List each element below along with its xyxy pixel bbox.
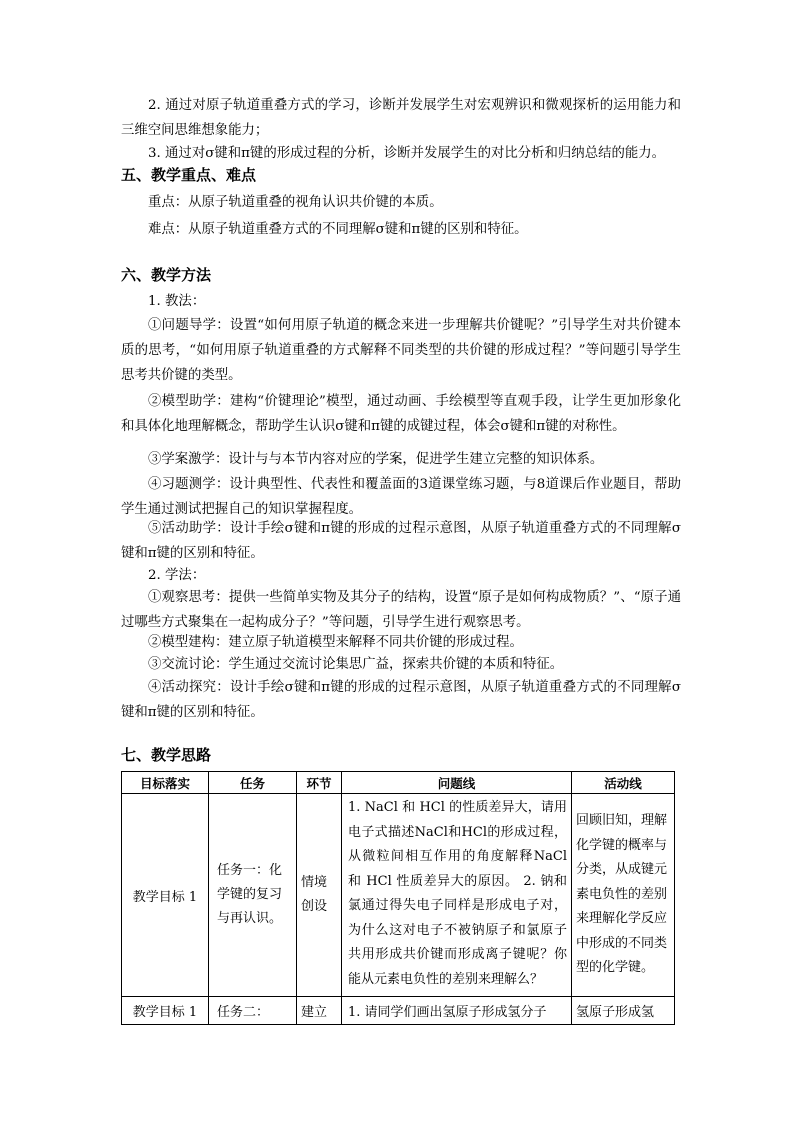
- cell-questions: 1. 请同学们画出氢原子形成氢分子: [342, 997, 572, 1025]
- cell-questions: 1. NaCl 和 HCl 的性质差异大，请用电子式描述NaCl和HCl的形成过程，从微粒间相互作用的角度解释NaCl 和 HCl 性质差异大的原因。 2. 钠和氯通过得失电子同样是形成电子对，为什么这对电子不被钠原子和氯原子共用形成共价键而形成离子键呢？你能从元素电负性的差别来理解么？: [342, 794, 572, 997]
- teaching-method-label: 1. 教法：: [148, 294, 206, 309]
- table-header-row: [122, 772, 675, 794]
- header-task: 任务: [209, 772, 297, 794]
- learning-method-label: 2. 学法：: [148, 568, 206, 583]
- teaching-item-5: ⑤活动助学：设计手绘σ键和π键的形成的过程示意图，从原子轨道重叠方式的不同理解σ键和π键的区别和特征。: [121, 521, 681, 561]
- cell-goal: 教学目标 1: [122, 794, 209, 997]
- cell-goal: 教学目标 1: [122, 997, 209, 1025]
- cell-task: 任务一：化学键的复习与再认识。: [209, 794, 297, 997]
- key-point-text: 重点：从原子轨道重叠的视角认识共价键的本质。: [148, 195, 443, 210]
- header-goal: 目标落实: [122, 772, 209, 794]
- learning-item-3: ③交流讨论：学生通过交流讨论集思广益，探索共价键的本质和特征。: [148, 657, 564, 672]
- paragraph-goal-3: 3. 通过对σ键和π键的形成过程的分析，诊断并发展学生的对比分析和归纳总结的能力。: [148, 146, 666, 161]
- learning-item-2: ②模型建构：建立原子轨道模型来解释不同共价键的形成过程。: [148, 635, 523, 650]
- cell-task: 任务二：: [209, 997, 297, 1025]
- section-heading-7: 七、教学思路: [121, 746, 212, 764]
- teaching-item-3: ③学案激学：设计与与本节内容对应的学案，促进学生建立完整的知识体系。: [148, 452, 604, 467]
- table-row: [122, 997, 675, 1025]
- teaching-item-1: ①问题导学：设置“如何用原子轨道的概念来进一步理解共价键呢？”引导学生对共价键本质的思考，“如何用原子轨道重叠的方式解释不同类型的共价键的形成过程？”等问题引导学生思考共价键的类型。: [121, 318, 681, 383]
- cell-stage: 建立: [297, 997, 342, 1025]
- header-activity-line: 活动线: [572, 772, 675, 794]
- header-stage: 环节: [297, 772, 342, 794]
- cell-stage: 情境创设: [297, 794, 342, 997]
- learning-item-4: ④活动探究：设计手绘σ键和π键的形成的过程示意图，从原子轨道重叠方式的不同理解σ键和π键的区别和特征。: [121, 680, 681, 720]
- table-row: [122, 794, 675, 997]
- learning-item-1: ①观察思考：提供一些简单实物及其分子的结构，设置“原子是如何构成物质？”、“原子通过哪些方式聚集在一起构成分子？”等问题，引导学生进行观察思考。: [121, 590, 681, 630]
- teaching-item-4: ④习题测学：设计典型性、代表性和覆盖面的3道课堂练习题，与8道课后作业题目，帮助学生通过测试把握自己的知识掌握程度。: [121, 477, 681, 517]
- section-heading-6: 六、教学方法: [121, 266, 212, 284]
- header-question-line: 问题线: [342, 772, 572, 794]
- teaching-item-2: ②模型助学：建构“价键理论”模型，通过动画、手绘模型等直观手段，让学生更加形象化和具体化地理解概念，帮助学生认识σ键和π键的成键过程，体会σ键和π键的对称性。: [121, 394, 681, 434]
- cell-activity: 回顾旧知，理解化学键的概率与分类，从成键元素电负性的差别来理解化学反应中形成的不同类型的化学键。: [572, 794, 675, 997]
- paragraph-goal-2: 2. 通过对原子轨道重叠方式的学习，诊断并发展学生对宏观辨识和微观探析的运用能力和三维空间思维想象能力；: [121, 98, 681, 138]
- teaching-plan-table: [121, 771, 675, 1025]
- section-heading-5: 五、教学重点、难点: [121, 166, 257, 184]
- difficulty-text: 难点：从原子轨道重叠方式的不同理解σ键和π键的区别和特征。: [148, 222, 528, 237]
- cell-activity: 氢原子形成氢: [572, 997, 675, 1025]
